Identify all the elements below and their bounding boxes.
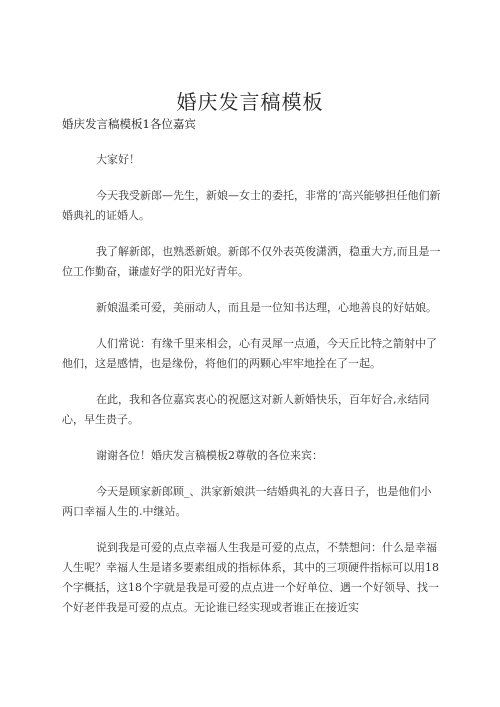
paragraph: 在此，我和各位嘉宾衷心的祝愿这对新人新婚快乐，百年好合,永结同心，早生贵子。 <box>62 393 430 426</box>
document-body <box>62 150 442 634</box>
document-title: 婚庆发言稿模板 <box>176 90 324 114</box>
paragraph: 人们常说：有缘千里来相会，心有灵犀一点通，今天丘比特之箭射中了他们，这是感情，也是缘份，将他们的两颗心牢牢地拴在了一起。 <box>62 337 437 370</box>
paragraph: 今天我受新郎—先生，新娘—女士的委托，非常的‘高兴能够担任他们新婚典礼的证婚人。 <box>62 189 441 222</box>
paragraph: 新娘温柔可爱，美丽动人，而且是一位知书达理，心地善良的好姑娘。 <box>96 301 437 314</box>
paragraph: 说到我是可爱的点点幸福人生我是可爱的点点，不禁想问：什么是幸福人生呢？幸福人生是诸多要素组成的指标体系，其中的三项硬件指标可以用18个字概括，这18个字就是我是可爱的点点进一个好单位、遇一个好领导、找一个好老伴我是可爱的点点。无论谁已经实现或者谁正在接近实 <box>62 541 439 614</box>
document-subtitle: 婚庆发言稿模板1各位嘉宾 <box>62 117 196 131</box>
paragraph: 谢谢各位！婚庆发言稿模板2尊敬的各位来宾： <box>96 449 323 462</box>
paragraph: 大家好！ <box>96 153 140 166</box>
paragraph: 我了解新郎，也熟悉新娘。新郎不仅外表英俊潇洒，稳重大方,而且是一位工作勤奋，谦虚好学的阳光好青年。 <box>62 245 441 278</box>
paragraph: 今天是顾家新郎顾_、洪家新娘洪一结婚典礼的大喜日子，也是他们小两口幸福人生的.中继站。 <box>62 485 432 518</box>
